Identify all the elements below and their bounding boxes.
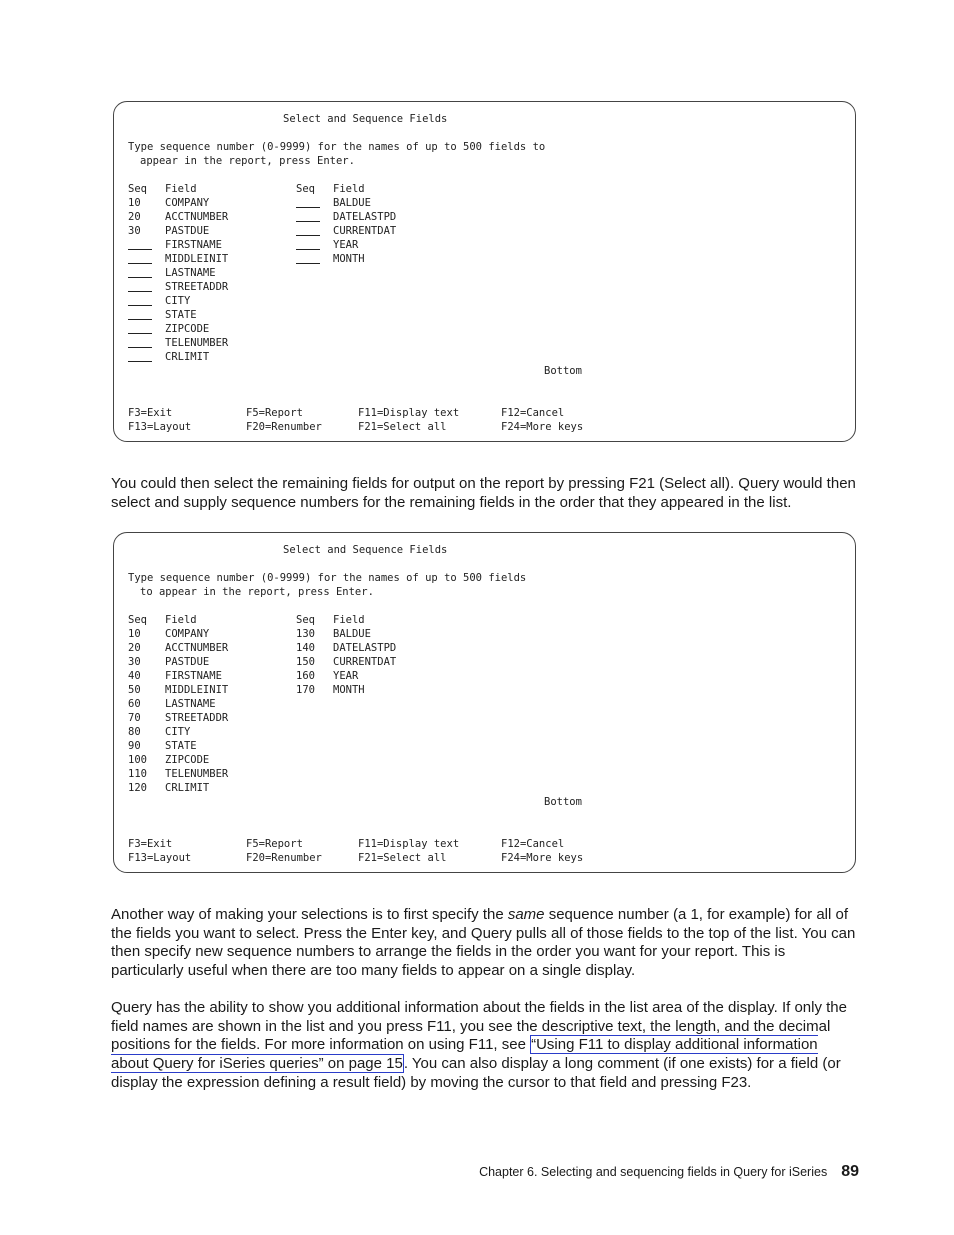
paragraph-select-all: You could then select the remaining fields for output on the report by pressing F21 (Select all). Query would then select and supply sequence numbers for the remaining fields in the order that they appeared in the list. <box>111 475 856 511</box>
fkey-more-keys[interactable]: F24=More keys <box>501 852 584 864</box>
field-name: CITY <box>165 295 191 307</box>
seq-input[interactable]: 20 <box>128 211 141 223</box>
col-header-seq-left: Seq <box>128 614 147 626</box>
field-name: STREETADDR <box>165 712 229 724</box>
field-name: STATE <box>165 740 197 752</box>
field-name: ACCTNUMBER <box>165 642 229 654</box>
fkey-exit[interactable]: F3=Exit <box>128 838 173 850</box>
fkey-report[interactable]: F5=Report <box>246 407 303 419</box>
seq-input[interactable]: 150 <box>296 656 315 668</box>
seq-input[interactable]: 130 <box>296 628 315 640</box>
field-name: BALDUE <box>333 197 371 209</box>
seq-input[interactable]: 160 <box>296 670 315 682</box>
fkey-layout[interactable]: F13=Layout <box>128 421 192 433</box>
field-name: LASTNAME <box>165 267 216 279</box>
col-header-seq-left: Seq <box>128 183 147 195</box>
field-name: DATELASTPD <box>333 642 397 654</box>
screen-instruction-line2: appear in the report, press Enter. <box>140 155 355 167</box>
field-name: COMPANY <box>165 628 210 640</box>
seq-input[interactable]: 30 <box>128 656 141 668</box>
field-name: FIRSTNAME <box>165 239 222 251</box>
screen-select-sequence-1 <box>113 101 856 442</box>
seq-input[interactable]: 40 <box>128 670 141 682</box>
field-name: CURRENTDAT <box>333 225 397 237</box>
col-header-seq-right: Seq <box>296 614 315 626</box>
fkey-layout[interactable]: F13=Layout <box>128 852 192 864</box>
fkey-renumber[interactable]: F20=Renumber <box>246 852 322 864</box>
field-name: MIDDLEINIT <box>165 684 229 696</box>
field-name: CITY <box>165 726 191 738</box>
seq-input-blank[interactable] <box>128 350 152 366</box>
seq-input[interactable]: 10 <box>128 197 141 209</box>
fkey-renumber[interactable]: F20=Renumber <box>246 421 322 433</box>
field-name: LASTNAME <box>165 698 216 710</box>
field-name: PASTDUE <box>165 656 210 668</box>
col-header-seq-right: Seq <box>296 183 315 195</box>
col-header-field-left: Field <box>165 614 197 626</box>
field-name: CRLIMIT <box>165 782 210 794</box>
para3-text-after: . You can also display a long comment (if one exists) for a field (or display the expression defining a result field) by moving the cursor to that field and pressing F23. <box>111 1055 841 1091</box>
fkey-cancel[interactable]: F12=Cancel <box>501 838 565 850</box>
link-using-f11[interactable]: “Using F11 to display additional information about Query for iSeries queries” on page 15 <box>111 1036 818 1073</box>
field-name: YEAR <box>333 239 359 251</box>
seq-input[interactable]: 120 <box>128 782 147 794</box>
paragraph-same-sequence <box>111 906 859 981</box>
screen-select-sequence-2 <box>113 532 856 873</box>
fkey-report[interactable]: F5=Report <box>246 838 303 850</box>
field-name: CRLIMIT <box>165 351 210 363</box>
field-name: COMPANY <box>165 197 210 209</box>
bottom-indicator: Bottom <box>544 796 582 808</box>
seq-input[interactable]: 90 <box>128 740 141 752</box>
seq-input[interactable]: 80 <box>128 726 141 738</box>
para2-text-before: Another way of making your selections is to first specify the <box>111 906 508 923</box>
seq-input[interactable]: 10 <box>128 628 141 640</box>
field-name: FIRSTNAME <box>165 670 222 682</box>
fkey-more-keys[interactable]: F24=More keys <box>501 421 584 433</box>
screen-instruction-line1: Type sequence number (0-9999) for the names of up to 500 fields to <box>128 141 546 153</box>
field-name: ZIPCODE <box>165 754 210 766</box>
para2-emphasis: same <box>507 906 545 923</box>
field-name: MONTH <box>333 253 365 265</box>
field-name: STATE <box>165 309 197 321</box>
seq-input[interactable]: 50 <box>128 684 141 696</box>
seq-input[interactable]: 100 <box>128 754 147 766</box>
field-name: ZIPCODE <box>165 323 210 335</box>
screen-title: Select and Sequence Fields <box>283 113 448 125</box>
paragraph-f11-info <box>111 999 859 1093</box>
fkey-select-all[interactable]: F21=Select all <box>358 852 447 864</box>
seq-input[interactable]: 170 <box>296 684 315 696</box>
col-header-field-right: Field <box>333 614 365 626</box>
field-name: CURRENTDAT <box>333 656 397 668</box>
fkey-exit[interactable]: F3=Exit <box>128 407 173 419</box>
page-footer <box>479 1163 859 1181</box>
field-name: MIDDLEINIT <box>165 253 229 265</box>
bottom-indicator: Bottom <box>544 365 582 377</box>
seq-input[interactable]: 110 <box>128 768 147 780</box>
col-header-field-left: Field <box>165 183 197 195</box>
fkey-display-text[interactable]: F11=Display text <box>358 407 460 419</box>
field-name: YEAR <box>333 670 359 682</box>
para3-text-before: Query has the ability to show you additional information about the fields in the list area of the display. If only the field names are shown in the list and you press F11, you see the descriptive text, the length, and the decimal positions for the fields. For more information on using F11, see <box>111 999 847 1054</box>
col-header-field-right: Field <box>333 183 365 195</box>
field-name: TELENUMBER <box>165 768 229 780</box>
fkey-display-text[interactable]: F11=Display text <box>358 838 460 850</box>
seq-input[interactable]: 30 <box>128 225 141 237</box>
seq-input-blank[interactable] <box>296 252 320 268</box>
seq-input[interactable]: 140 <box>296 642 315 654</box>
fkey-cancel[interactable]: F12=Cancel <box>501 407 565 419</box>
page-number: 89 <box>841 1163 859 1180</box>
screen-instruction-line2: to appear in the report, press Enter. <box>140 586 374 598</box>
footer-chapter: Chapter 6. Selecting and sequencing fields in Query for iSeries <box>479 1165 828 1179</box>
field-name: ACCTNUMBER <box>165 211 229 223</box>
para2-text-after: sequence number (a 1, for example) for all of the fields you want to select. Press the Enter key, and Query pulls all of those fields to the top of the list. You can then specify new sequence numbers to arrange the fields in the order you want for your report. This is particularly useful when there are too many fields to appear on a single display. <box>111 906 856 980</box>
field-name: TELENUMBER <box>165 337 229 349</box>
field-name: MONTH <box>333 684 365 696</box>
seq-input[interactable]: 70 <box>128 712 141 724</box>
seq-input[interactable]: 20 <box>128 642 141 654</box>
field-name: DATELASTPD <box>333 211 397 223</box>
field-name: PASTDUE <box>165 225 210 237</box>
field-name: BALDUE <box>333 628 371 640</box>
screen-instruction-line1: Type sequence number (0-9999) for the names of up to 500 fields <box>128 572 527 584</box>
seq-input[interactable]: 60 <box>128 698 141 710</box>
fkey-select-all[interactable]: F21=Select all <box>358 421 447 433</box>
screen-title: Select and Sequence Fields <box>283 544 448 556</box>
field-name: STREETADDR <box>165 281 229 293</box>
